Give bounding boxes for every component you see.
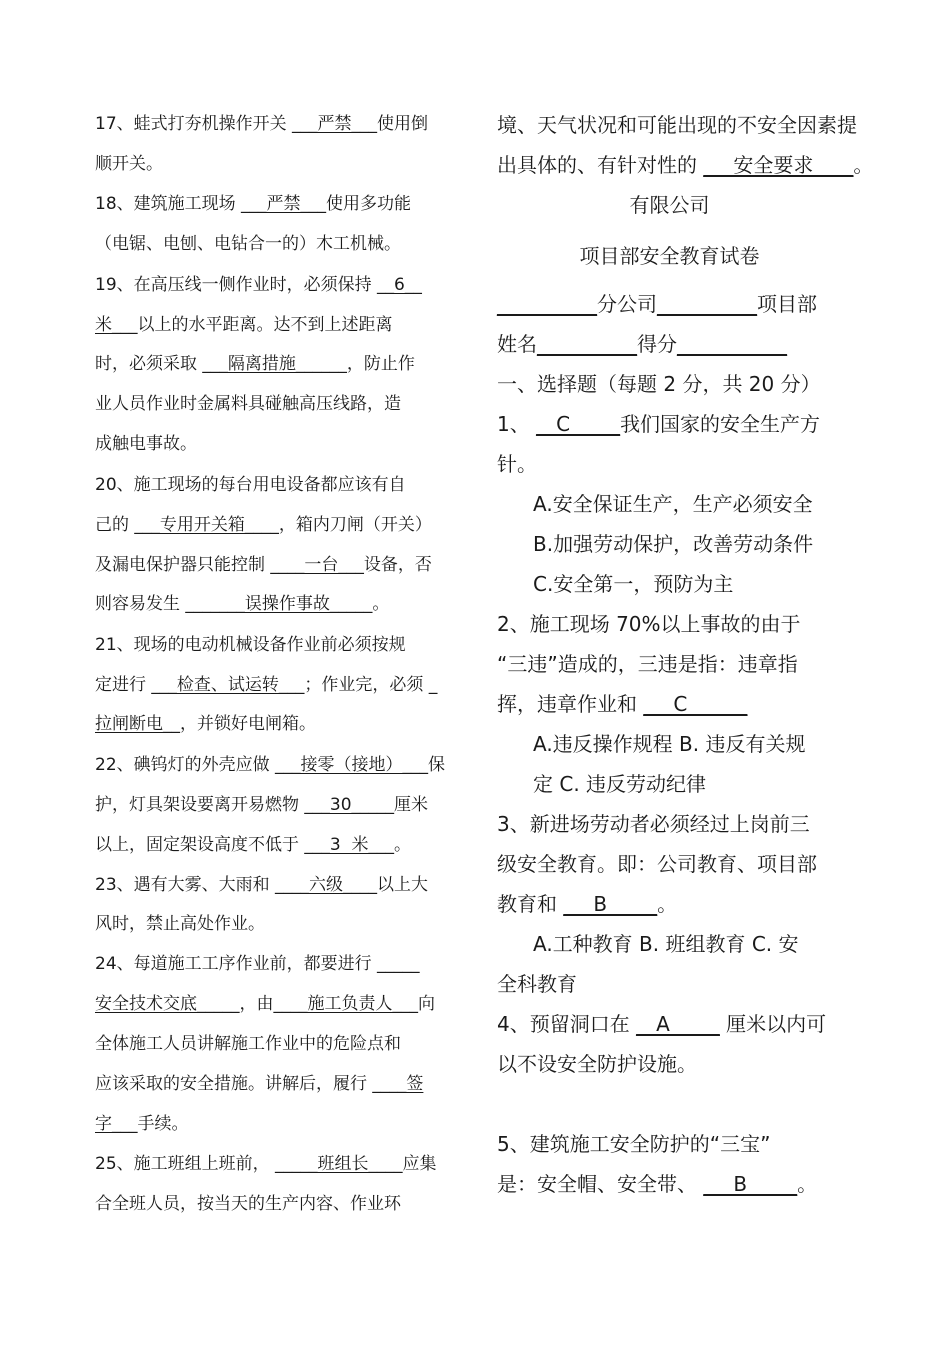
answer-blank: ____一台___ bbox=[270, 555, 364, 575]
text-segment: 。 bbox=[853, 153, 874, 177]
right-line-r04 bbox=[497, 240, 842, 269]
left-line-l10 bbox=[95, 470, 406, 495]
text-segment: A.安全保证生产，生产必须安全 bbox=[533, 492, 813, 516]
answer-blank: __C_____ bbox=[536, 412, 621, 436]
answer-blank: ___________ bbox=[677, 332, 787, 356]
answer-blank: ___B_____ bbox=[563, 892, 658, 916]
text-segment: 设备，否 bbox=[363, 555, 432, 575]
text-segment: 24、每道施工工序作业前，都要进行 bbox=[95, 954, 378, 974]
left-line-l21 bbox=[95, 909, 265, 934]
text-segment: （电锯、电刨、电钻合一的）木工机械。 bbox=[95, 234, 401, 254]
text-segment: 23、遇有大雾、大雨和 bbox=[95, 875, 276, 895]
answer-blank: ___严禁___ bbox=[241, 194, 327, 214]
left-line-l13 bbox=[95, 589, 389, 614]
text-segment: 手续。 bbox=[137, 1114, 189, 1134]
answer-blank: ____签 bbox=[372, 1074, 424, 1094]
right-line-r26 bbox=[497, 1168, 817, 1197]
right-line-r06 bbox=[497, 328, 787, 357]
left-line-l05 bbox=[95, 270, 422, 295]
right-line-r20 bbox=[497, 888, 677, 917]
text-segment: 20、施工现场的每台用电设备都应该有自 bbox=[95, 475, 406, 495]
answer-blank: ___隔离措施______ bbox=[202, 354, 347, 374]
right-line-r03 bbox=[497, 189, 842, 218]
text-segment: 教育和 bbox=[497, 892, 564, 916]
text-segment: 风时，禁止高处作业。 bbox=[95, 914, 265, 934]
right-line-r11 bbox=[533, 528, 813, 557]
text-segment: 己的 bbox=[95, 515, 135, 535]
right-line-r09 bbox=[497, 448, 537, 477]
right-line-r25 bbox=[497, 1128, 770, 1157]
answer-blank: ___严禁___ bbox=[292, 114, 378, 134]
left-line-l27 bbox=[95, 1149, 437, 1174]
text-segment: 17、蛙式打夯机操作开关 bbox=[95, 114, 293, 134]
right-line-r12 bbox=[533, 568, 733, 597]
text-segment: 得分 bbox=[637, 332, 677, 356]
text-segment: 项目部安全教育试卷 bbox=[579, 244, 760, 268]
text-segment: 则容易发生 bbox=[95, 594, 186, 614]
text-segment: 定进行 bbox=[95, 675, 152, 695]
left-line-l04 bbox=[95, 229, 401, 254]
left-line-l03 bbox=[95, 189, 411, 214]
text-segment: 。 bbox=[797, 1172, 818, 1196]
left-line-l14 bbox=[95, 630, 406, 655]
right-line-r05 bbox=[497, 288, 817, 317]
answer-blank: _____班组长____ bbox=[275, 1154, 403, 1174]
left-line-l26 bbox=[95, 1109, 189, 1134]
answer-blank: __A_____ bbox=[636, 1012, 720, 1036]
text-segment: ；作业完，必须 bbox=[304, 675, 429, 695]
text-segment: 是：安全帽、安全带、 bbox=[497, 1172, 704, 1196]
text-segment: A.工种教育 B. 班组教育 C. 安 bbox=[533, 932, 799, 956]
text-segment: 分公司 bbox=[597, 292, 657, 316]
text-segment: 。 bbox=[372, 594, 390, 614]
text-segment: 25、施工班组上班前， bbox=[95, 1154, 276, 1174]
answer-blank: ____六级____ bbox=[275, 875, 378, 895]
answer-blank: __6__ bbox=[377, 275, 422, 295]
right-line-r24 bbox=[497, 1048, 697, 1077]
answer-blank: 拉闸断电__ bbox=[95, 714, 180, 734]
text-segment: 使用倒 bbox=[377, 114, 429, 134]
left-line-l22 bbox=[95, 949, 420, 974]
text-segment: ，并锁好电闸箱。 bbox=[180, 714, 316, 734]
text-segment: 顺开关。 bbox=[95, 154, 163, 174]
left-line-l28 bbox=[95, 1189, 401, 1214]
text-segment: 。 bbox=[394, 835, 412, 855]
answer-blank: _ bbox=[428, 675, 438, 695]
left-line-l20 bbox=[95, 870, 428, 895]
text-segment: ，由 bbox=[239, 994, 274, 1014]
answer-blank: __________ bbox=[497, 292, 597, 316]
text-segment: 姓名 bbox=[497, 332, 537, 356]
answer-blank: ___安全要求____ bbox=[703, 153, 854, 177]
answer-blank: __________ bbox=[657, 292, 757, 316]
left-line-l07 bbox=[95, 349, 415, 374]
text-segment: 22、碘钨灯的外壳应做 bbox=[95, 755, 276, 775]
text-segment: 应集 bbox=[402, 1154, 437, 1174]
text-segment: 挥，违章作业和 bbox=[497, 692, 644, 716]
text-segment: 3、新进场劳动者必须经过上岗前三 bbox=[497, 812, 810, 836]
text-segment: 18、建筑施工现场 bbox=[95, 194, 242, 214]
text-segment: 21、现场的电动机械设备作业前必须按规 bbox=[95, 635, 406, 655]
answer-blank: __________ bbox=[537, 332, 637, 356]
right-line-r15 bbox=[497, 688, 747, 717]
right-line-r14 bbox=[497, 648, 798, 677]
right-line-r19 bbox=[497, 848, 817, 877]
text-segment: 使用多功能 bbox=[326, 194, 412, 214]
text-segment: 保 bbox=[428, 755, 446, 775]
right-line-r18 bbox=[497, 808, 810, 837]
left-line-l06 bbox=[95, 310, 393, 335]
answer-blank: _____ bbox=[377, 954, 420, 974]
text-segment: 以上的水平距离。达不到上述距离 bbox=[137, 315, 393, 335]
right-line-r16 bbox=[533, 728, 805, 757]
left-line-l19 bbox=[95, 830, 411, 855]
text-segment: 有限公司 bbox=[629, 193, 710, 217]
text-segment: 以上，固定架设高度不低于 bbox=[95, 835, 305, 855]
text-segment: 合全班人员，按当天的生产内容、作业环 bbox=[95, 1194, 401, 1214]
answer-blank: ___30_____ bbox=[304, 795, 395, 815]
text-segment: 厘米以内可 bbox=[719, 1012, 827, 1036]
text-segment: C.安全第一，预防为主 bbox=[533, 572, 734, 596]
text-segment: A.违反操作规程 B. 违反有关规 bbox=[533, 732, 806, 756]
text-segment: B.加强劳动保护，改善劳动条件 bbox=[533, 532, 814, 556]
text-segment: 时，必须采取 bbox=[95, 354, 203, 374]
left-line-l17 bbox=[95, 750, 445, 775]
left-line-l11 bbox=[95, 510, 432, 535]
text-segment: 向 bbox=[418, 994, 435, 1014]
text-segment: 厘米 bbox=[394, 795, 429, 815]
right-line-r02 bbox=[497, 149, 873, 178]
left-line-l02 bbox=[95, 149, 163, 174]
right-line-r17 bbox=[533, 768, 706, 797]
right-line-r07 bbox=[497, 368, 821, 397]
answer-blank: _______误操作事故_____ bbox=[185, 594, 373, 614]
answer-blank: 字___ bbox=[95, 1114, 138, 1134]
text-segment: 。 bbox=[657, 892, 678, 916]
text-segment: 一、选择题（每题 2 分，共 20 分） bbox=[497, 372, 821, 396]
text-segment: 针。 bbox=[497, 452, 537, 476]
text-segment: 及漏电保护器只能控制 bbox=[95, 555, 271, 575]
text-segment: 项目部 bbox=[757, 292, 817, 316]
text-segment: 19、在高压线一侧作业时，必须保持 bbox=[95, 275, 378, 295]
text-segment: 我们国家的安全生产方 bbox=[620, 412, 821, 436]
left-line-l01 bbox=[95, 109, 428, 134]
right-line-r21 bbox=[533, 928, 799, 957]
left-line-l09 bbox=[95, 429, 197, 454]
left-line-l16 bbox=[95, 709, 316, 734]
text-segment: 2、施工现场 70%以上事故的由于 bbox=[497, 612, 801, 636]
text-segment: 5、建筑施工安全防护的“三宝” bbox=[497, 1132, 771, 1156]
answer-blank: ___B_____ bbox=[703, 1172, 798, 1196]
text-segment: 成触电事故。 bbox=[95, 434, 197, 454]
right-line-r01 bbox=[497, 109, 857, 138]
right-line-r23 bbox=[497, 1008, 826, 1037]
answer-blank: ___C______ bbox=[643, 692, 748, 716]
answer-blank: ___3 米___ bbox=[304, 835, 395, 855]
right-line-r13 bbox=[497, 608, 801, 637]
left-line-l08 bbox=[95, 389, 401, 414]
text-segment: 应该采取的安全措施。讲解后，履行 bbox=[95, 1074, 373, 1094]
right-line-r10 bbox=[533, 488, 813, 517]
right-line-r08 bbox=[497, 408, 820, 437]
text-segment: 业人员作业时金属料具碰触高压线路，造 bbox=[95, 394, 401, 414]
text-segment: 境、天气状况和可能出现的不安全因素提 bbox=[497, 113, 857, 137]
answer-blank: ___接零（接地）___ bbox=[275, 755, 429, 775]
left-line-l25 bbox=[95, 1069, 423, 1094]
answer-blank: ____施工负责人___ bbox=[273, 994, 418, 1014]
answer-blank: ___检查、试运转___ bbox=[151, 675, 305, 695]
answer-blank: 米___ bbox=[95, 315, 138, 335]
text-segment: 以不设安全防护设施。 bbox=[497, 1052, 697, 1076]
left-line-l23 bbox=[95, 989, 435, 1014]
text-segment: “三违”造成的，三违是指：违章指 bbox=[497, 652, 798, 676]
left-line-l12 bbox=[95, 550, 432, 575]
answer-blank: 安全技术交底_____ bbox=[95, 994, 240, 1014]
text-segment: ，防止作 bbox=[346, 354, 415, 374]
text-segment: ，箱内刀闸（开关） bbox=[278, 515, 432, 535]
left-line-l24 bbox=[95, 1029, 401, 1054]
text-segment: 4、预留洞口在 bbox=[497, 1012, 637, 1036]
text-segment: 以上大 bbox=[377, 875, 429, 895]
text-segment: 定 C. 违反劳动纪律 bbox=[533, 772, 707, 796]
text-segment: 护，灯具架设要离开易燃物 bbox=[95, 795, 305, 815]
left-line-l18 bbox=[95, 790, 428, 815]
right-line-r22 bbox=[497, 968, 577, 997]
text-segment: 1、 bbox=[497, 412, 537, 436]
answer-blank: ___专用开关箱____ bbox=[134, 515, 279, 535]
text-segment: 全体施工人员讲解施工作业中的危险点和 bbox=[95, 1034, 401, 1054]
left-line-l15 bbox=[95, 670, 437, 695]
text-segment: 级安全教育。即：公司教育、项目部 bbox=[497, 852, 817, 876]
text-segment: 出具体的、有针对性的 bbox=[497, 153, 704, 177]
text-segment: 全科教育 bbox=[497, 972, 577, 996]
